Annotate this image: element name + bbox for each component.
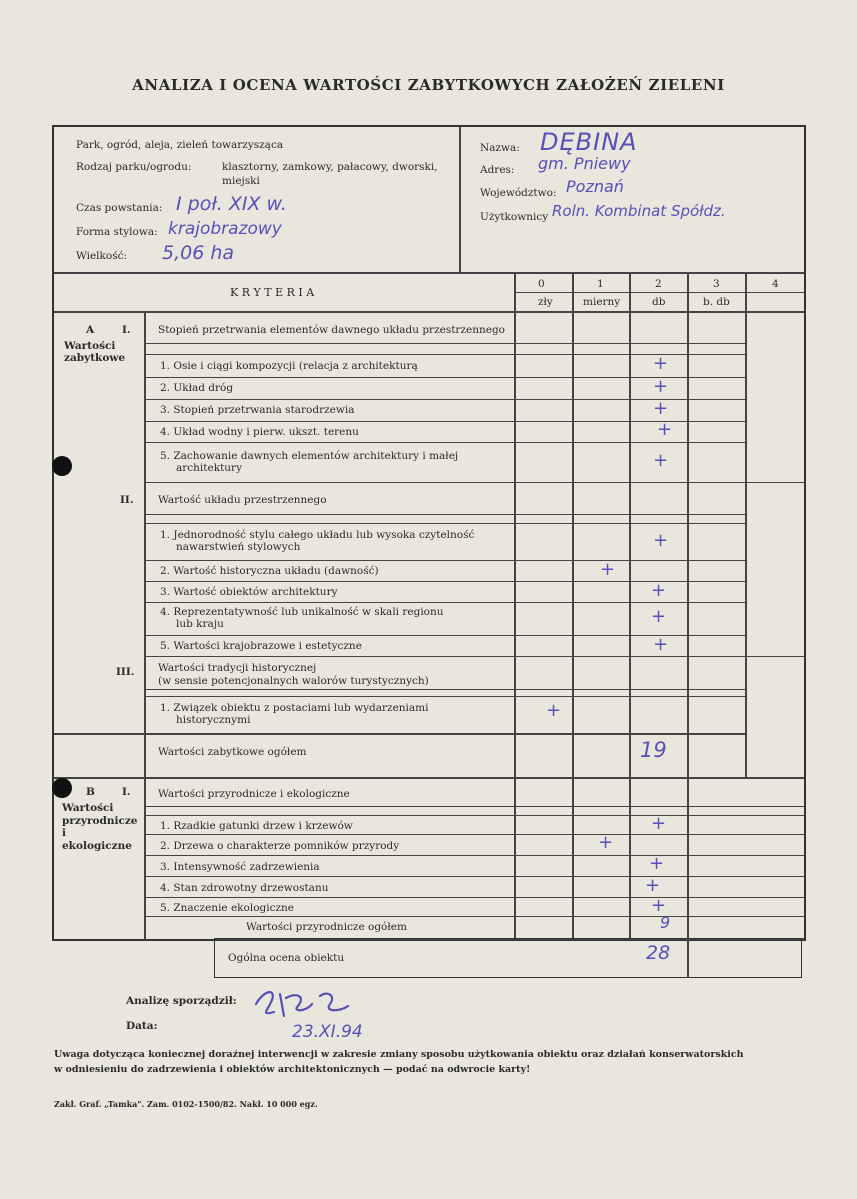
row-line — [145, 514, 745, 515]
mark-b1-2: + — [598, 832, 614, 853]
section-b-roman-1: I. — [122, 786, 131, 798]
section-a-total-label: Wartości zabytkowe ogółem — [158, 746, 307, 758]
punch-hole — [52, 456, 72, 476]
row-line — [145, 897, 805, 898]
overall-divider — [687, 938, 689, 978]
row-a3-1-label: 1. Związek obiektu z postaciami lub wydarzeniami — [160, 702, 429, 714]
mark-b1-1: + — [651, 813, 667, 834]
row-a2-4-label: 4. Reprezentatywność lub unikalność w skali regionu — [160, 606, 444, 618]
page-title: ANALIZA I OCENA WARTOŚCI ZABYTKOWYCH ZAŁOŻEŃ ZIELENI — [132, 76, 725, 94]
section-b-total-value: 9 — [660, 913, 671, 932]
col-name-2: db — [652, 296, 666, 308]
col-name-3: b. db — [703, 296, 730, 308]
row-b1-5-label: 5. Znaczenie ekologiczne — [160, 902, 295, 914]
row-line — [145, 343, 745, 344]
mark-b1-3: + — [649, 853, 665, 874]
date-label: Data: — [126, 1020, 158, 1032]
row-line — [145, 421, 745, 422]
row-a2-1-label: 1. Jednorodność stylu całego układu lub wysoka czytelność — [160, 529, 475, 541]
header-bottom-line — [54, 272, 804, 274]
mark-a2-5: + — [653, 634, 669, 655]
row-line — [145, 815, 805, 816]
mark-a2-3: + — [651, 580, 667, 601]
section-a-name: Wartości zabytkowe — [64, 340, 126, 364]
row-a1-3-label: 3. Stopień przetrwania starodrzewia — [160, 404, 355, 416]
row-line — [54, 733, 745, 735]
section-a-letter: A — [86, 324, 95, 336]
col-header-mid-line — [514, 292, 804, 293]
row-line — [145, 602, 745, 603]
mark-a1-1: + — [653, 353, 669, 374]
row-b1-1-label: 1. Rzadkie gatunki drzew i krzewów — [160, 820, 353, 832]
row-a1-4-label: 4. Układ wodny i pierw. ukszt. terenu — [160, 426, 359, 438]
row-a2-3-label: 3. Wartość obiektów architektury — [160, 586, 338, 598]
users-label: Użytkownicy — [480, 211, 549, 223]
group-a2-label: Wartość układu przestrzennego — [158, 494, 327, 506]
row-a3-1-label-2: historycznymi — [176, 714, 251, 726]
creation-time-label: Czas powstania: — [76, 202, 163, 214]
note-line-1: Uwaga dotycząca koniecznej doraźnej interwencji w zakresie zmiany sposobu użytkowania obiektu oraz działań konserwatorskich — [54, 1049, 744, 1060]
mark-a2-2: + — [600, 559, 616, 580]
col-line-3 — [687, 273, 689, 939]
mark-a1-4: + — [657, 419, 673, 440]
group-a1-label: Stopień przetrwania elementów dawnego układu przestrzennego — [158, 324, 505, 336]
overall-label: Ogólna ocena obiektu — [228, 952, 345, 964]
mark-b1-5: + — [651, 895, 667, 916]
section-b-total-label: Wartości przyrodnicze ogółem — [246, 921, 407, 933]
col-name-0: zły — [538, 296, 553, 308]
name-value: DĘBINA — [540, 128, 638, 156]
row-a2-1-label-2: nawarstwień stylowych — [176, 541, 301, 553]
row-b1-4-label: 4. Stan zdrowotny drzewostanu — [160, 882, 329, 894]
row-line — [145, 834, 805, 835]
mark-a1-3: + — [653, 398, 669, 419]
voivodeship-value: Poznań — [566, 177, 624, 196]
row-line — [145, 689, 745, 690]
col-name-1: mierny — [583, 296, 621, 308]
voivodeship-label: Województwo: — [480, 187, 557, 199]
creation-time-value: I poł. XIX w. — [176, 193, 287, 215]
mark-b1-4: + — [645, 875, 661, 896]
mark-a2-1: + — [653, 530, 669, 551]
row-line — [145, 442, 745, 443]
row-a1-5-label: 5. Zachowanie dawnych elementów architektury i małej — [160, 450, 459, 462]
row-line — [145, 916, 805, 917]
row-a2-5-label: 5. Wartości krajobrazowe i estetyczne — [160, 640, 362, 652]
col-line-4 — [745, 273, 747, 778]
header-divider — [459, 127, 461, 273]
row-line — [145, 523, 745, 524]
group-a3-label: Wartości tradycji historycznej — [158, 662, 317, 674]
punch-hole — [52, 778, 72, 798]
row-b1-2-label: 2. Drzewa o charakterze pomników przyrody — [160, 840, 400, 852]
row-line — [145, 482, 805, 483]
object-type-label: Park, ogród, aleja, zieleń towarzysząca — [76, 139, 284, 151]
section-a-roman-2: II. — [120, 494, 134, 506]
col-line-2 — [629, 273, 631, 939]
row-a1-1-label: 1. Osie i ciągi kompozycji (relacja z architekturą — [160, 360, 418, 372]
name-label: Nazwa: — [480, 142, 520, 154]
group-a3-label-2: (w sensie potencjonalnych walorów turystycznych) — [158, 675, 429, 687]
park-type-options: klasztorny, zamkowy, pałacowy, dworski, — [222, 161, 438, 173]
col-line-1 — [572, 273, 574, 939]
mark-a1-5: + — [653, 450, 669, 471]
col-num-3: 3 — [713, 278, 720, 290]
section-col-line — [144, 312, 146, 940]
overall-value: 28 — [646, 942, 671, 964]
users-value: Roln. Kombinat Spółdz. — [552, 202, 726, 220]
size-value: 5,06 ha — [162, 242, 235, 264]
row-a1-2-label: 2. Układ dróg — [160, 382, 234, 394]
row-line — [145, 656, 805, 657]
row-line — [145, 560, 745, 561]
row-line — [145, 855, 805, 856]
address-label: Adres: — [480, 164, 515, 176]
col-line-0 — [514, 273, 516, 939]
section-a-roman-3: III. — [116, 666, 135, 678]
section-divider — [54, 777, 804, 779]
prepared-by-label: Analizę sporządził: — [126, 995, 237, 1007]
row-a1-5-label-2: architektury — [176, 462, 243, 474]
row-line — [145, 696, 745, 697]
printer-info: Zakł. Graf. „Tamka". Zam. 0102-1500/82. Nakł. 10 000 egz. — [54, 1099, 318, 1109]
style-form-value: krajobrazowy — [168, 219, 282, 239]
col-num-0: 0 — [538, 278, 545, 290]
park-type-options-2: miejski — [222, 175, 260, 187]
col-num-2: 2 — [655, 278, 662, 290]
group-b1-label: Wartości przyrodnicze i ekologiczne — [158, 788, 350, 800]
section-b-letter: B — [86, 786, 95, 798]
section-a-roman-1: I. — [122, 324, 131, 336]
style-form-label: Forma stylowa: — [76, 226, 158, 238]
date-value: 23.XI.94 — [292, 1022, 363, 1042]
park-type-label: Rodzaj parku/ogrodu: — [76, 161, 192, 173]
note-line-2: w odniesieniu do zadrzewienia i obiektów architektonicznych — podać na odwrocie karty! — [54, 1064, 531, 1075]
section-a-total-value: 19 — [640, 738, 667, 762]
address-value: gm. Pniewy — [538, 154, 631, 173]
mark-a3-1: + — [546, 700, 562, 721]
row-line — [145, 876, 805, 877]
mark-a1-2: + — [653, 376, 669, 397]
section-b-name: Wartości przyrodnicze i ekologiczne — [62, 802, 138, 852]
row-b1-3-label: 3. Intensywność zadrzewienia — [160, 861, 320, 873]
row-a2-4-label-2: lub kraju — [176, 618, 224, 630]
row-a2-2-label: 2. Wartość historyczna układu (dawność) — [160, 565, 379, 577]
col-num-1: 1 — [597, 278, 604, 290]
mark-a2-4: + — [651, 606, 667, 627]
size-label: Wielkość: — [76, 250, 128, 262]
criteria-header: K R Y T E R I A — [230, 286, 315, 299]
col-num-4: 4 — [772, 278, 779, 290]
signature — [250, 982, 380, 1022]
row-line — [145, 806, 805, 807]
col-header-bottom-line — [54, 311, 804, 313]
